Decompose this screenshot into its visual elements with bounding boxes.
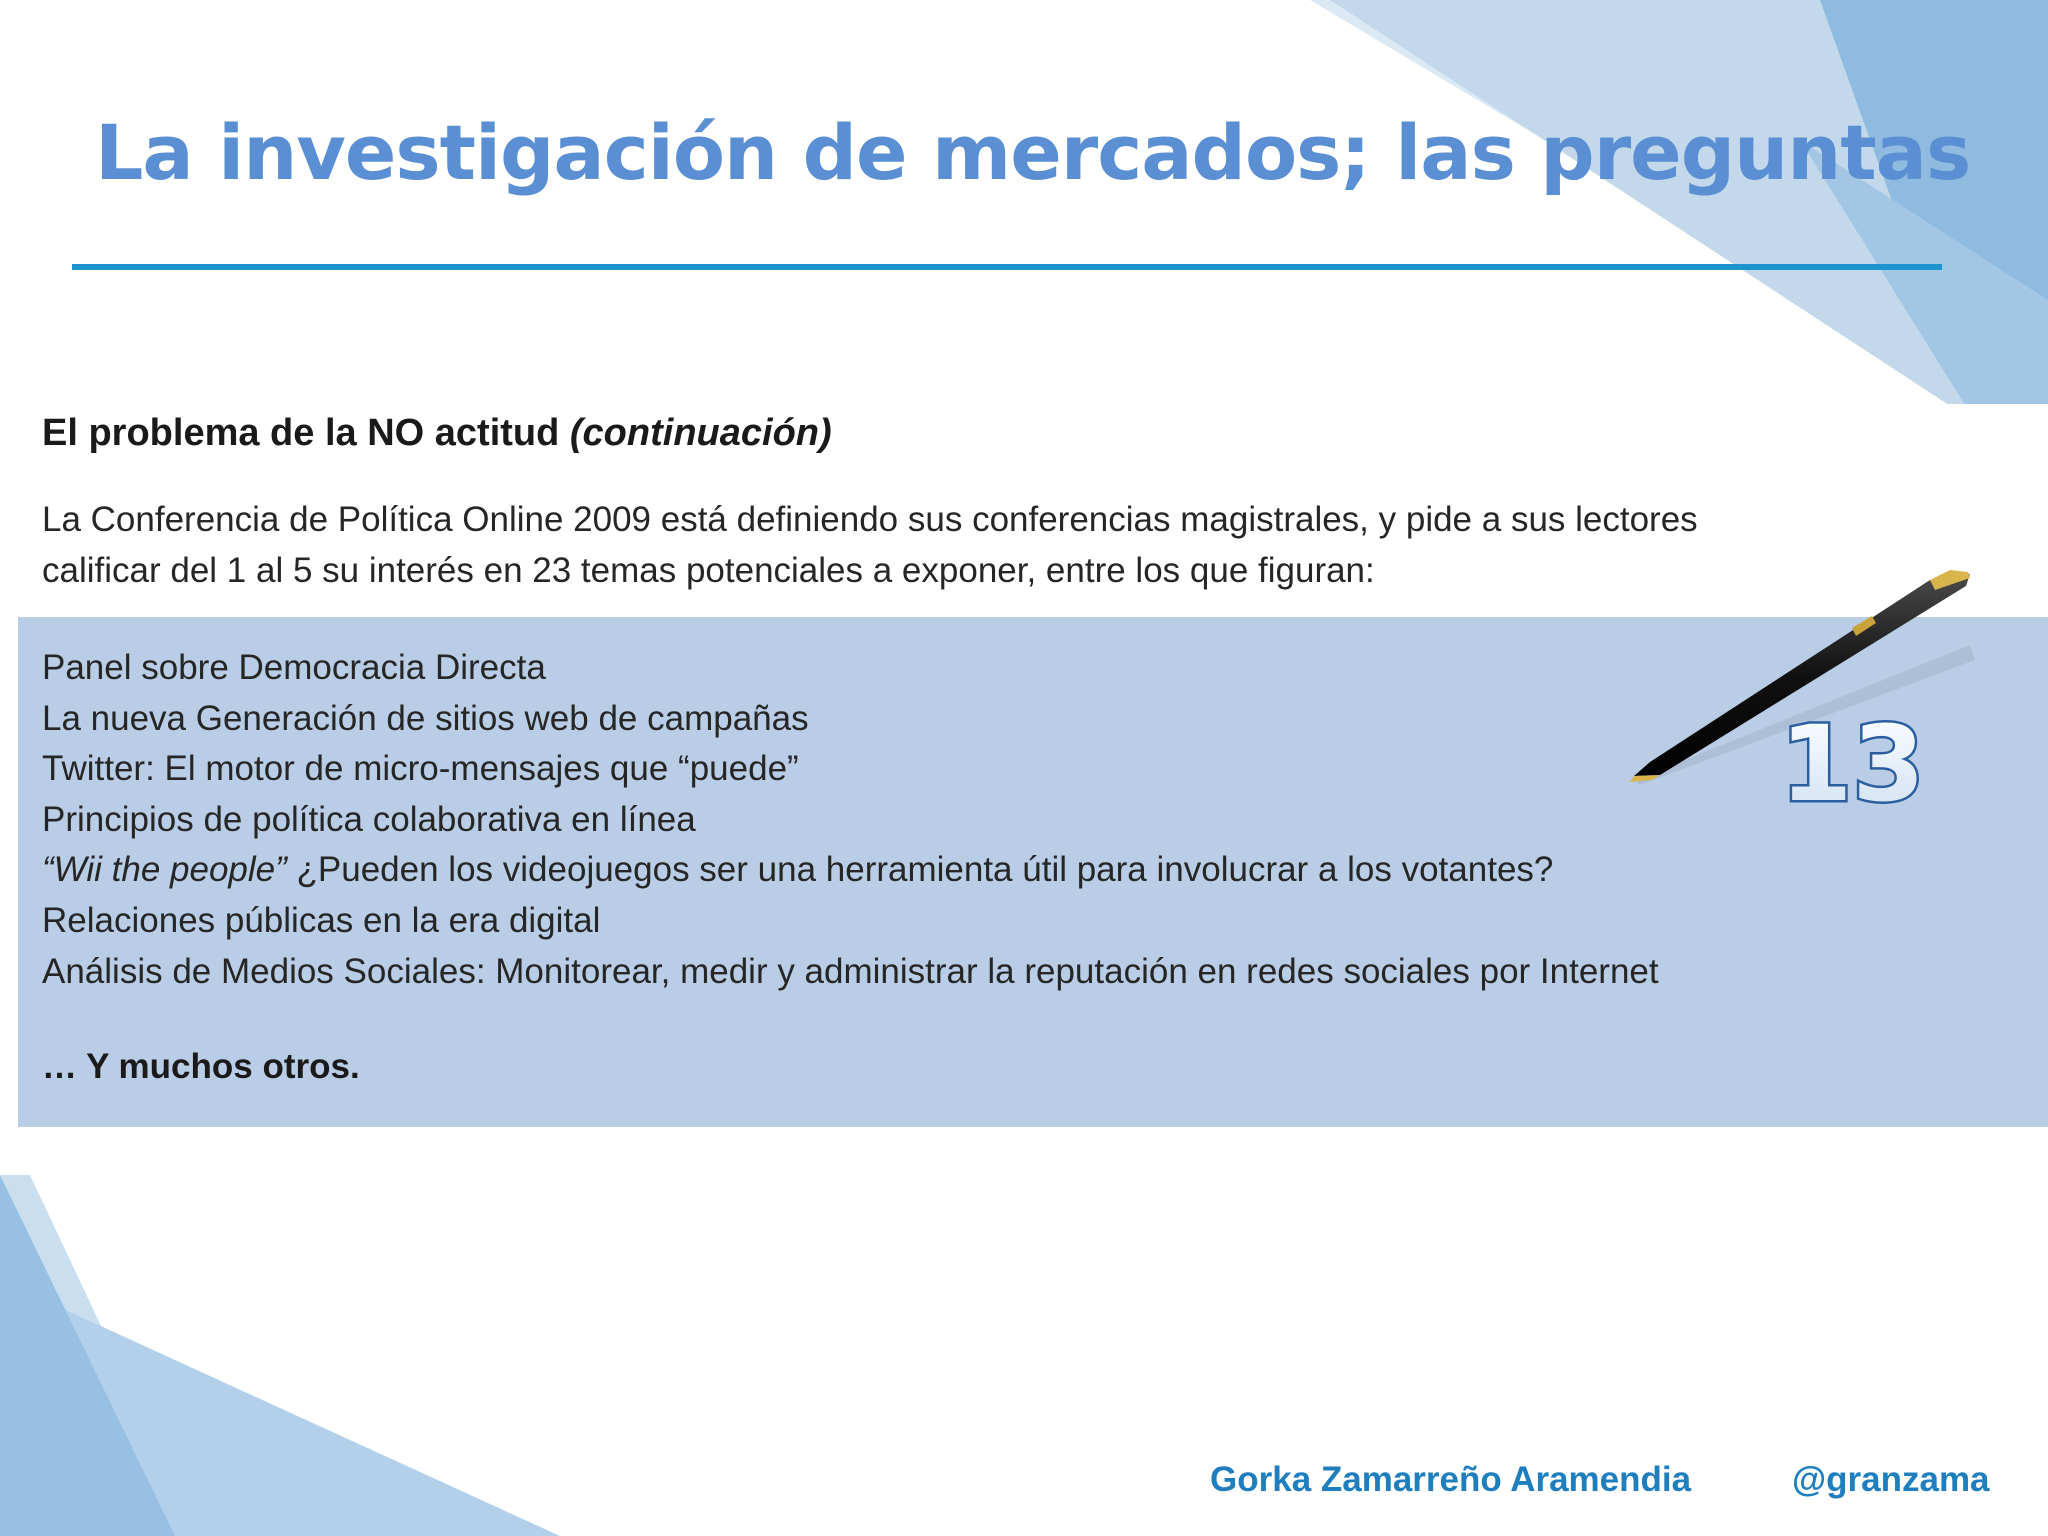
intro-line-2: calificar del 1 al 5 su interés en 23 temas potenciales a exponer, entre los que figuran: [42,551,1375,590]
section-heading-italic: (continuación) [569,412,832,454]
intro-line-1: La Conferencia de Política Online 2009 está definiendo sus conferencias magistrales, y pide a sus lectores [42,500,1698,539]
topic-text: ¿Pueden los videojuegos ser una herramienta útil para involucrar a los votantes? [296,850,1554,890]
list-item: Principios de política colaborativa en línea [42,799,696,839]
section-heading [42,412,832,455]
list-item: Relaciones públicas en la era digital [42,900,601,940]
topic-italic-prefix: “Wii the people” [42,850,287,890]
pen-icon [1630,570,1990,820]
list-item: Análisis de Medios Sociales: Monitorear, medir y administrar la reputación en redes sociales por Internet [42,951,1659,991]
list-item: Panel sobre Democracia Directa [42,648,546,687]
list-item: Twitter: El motor de micro-mensajes que “puede” [42,749,799,789]
intro-paragraph [42,494,1862,596]
footer-handle: @granzama [1792,1460,1990,1499]
badge-number: 13 [1780,703,1925,820]
list-item [42,845,1659,896]
list-item: La nueva Generación de sitios web de campañas [42,698,809,738]
title-divider [72,264,1942,270]
section-heading-text: El problema de la NO actitud [42,412,570,454]
topics-list [42,643,1659,997]
slide-title: La investigación de mercados; las preguntas [95,108,1971,197]
closing-text: … Y muchos otros. [42,1047,360,1086]
footer-author: Gorka Zamarreño Aramendia [1210,1460,1692,1499]
